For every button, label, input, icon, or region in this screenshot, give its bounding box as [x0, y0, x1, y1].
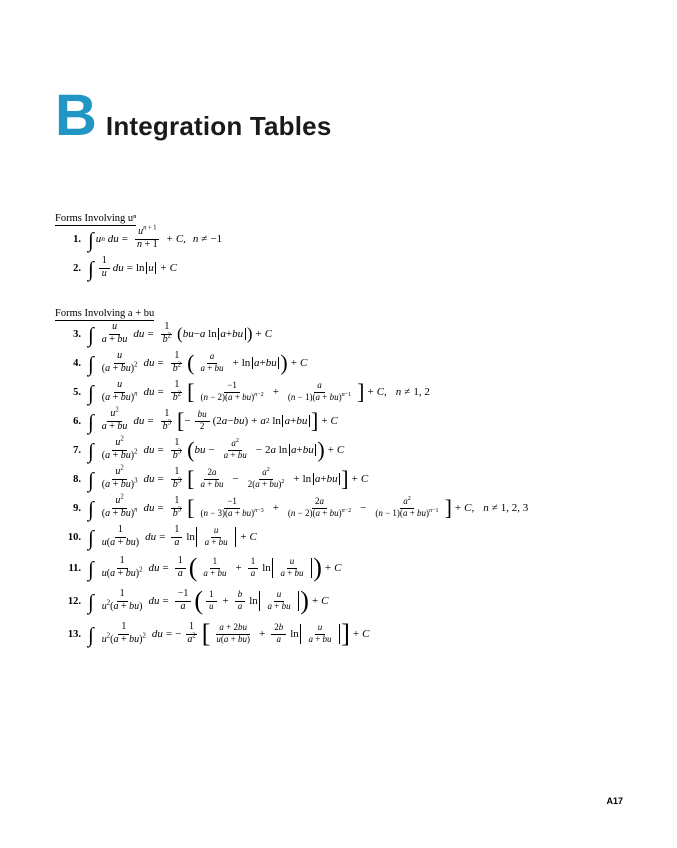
formula-number: 4. — [73, 357, 81, 369]
formula-number: 12. — [67, 595, 81, 607]
formula-row — [55, 619, 625, 649]
section-heading-forms-involving-a-bu — [55, 303, 154, 321]
formula-number: 13. — [67, 628, 81, 640]
formula-body: ∫ $\frac{1}{u(a + bu)}$ du = $\frac{1}{a}$ ln $\frac{u}{a + bu}$ + C — [88, 524, 257, 550]
formula-body: ∫ $\frac{u^2}{(a + bu)^2}$ du = $\frac{1}{b^3}$ ( bu − $\frac{a^2}{a + bu}$ − 2 a ln a + bu ) + C — [88, 435, 345, 463]
formula-body: ∫ $\frac{u}{(a + bu)^2}$ du = $\frac{1}{b^2}$ ( $\frac{a}{a + bu}$ + ln a + bu ) + C — [88, 350, 308, 376]
formula-number: 9. — [73, 502, 81, 514]
formula-body: ∫ $\frac{u^2}{(a + bu)^n}$ du = $\frac{1}{b^3}$ [ $\frac{-1}{(n - 3)(a + bu)^{n-3}}$ + $\frac{2a}{(n - 2)(a + bu)^{n-2}}$ − $\frac{a^2}{(n - 1)(a + bu)^{n-1}}$ ] + C , n ≠ 1, 2, 3 — [88, 493, 529, 521]
formula-number: 6. — [73, 415, 81, 427]
page-title: Integration Tables — [105, 111, 332, 141]
formula-body: ∫ $\frac{1}{u}$ du = ln u + C — [88, 255, 177, 281]
formula-row — [55, 379, 625, 405]
formula-number: 3. — [73, 328, 81, 340]
formula-number: 7. — [73, 444, 81, 456]
formula-number: 5. — [73, 386, 81, 398]
formula-body: ∫ $\frac{1}{u(a + bu)^2}$ du = $\frac{1}{a}$ ( $\frac{1}{a + bu}$ + $\frac{1}{a}$ ln $\frac{u}{a + bu}$ ) + C — [88, 553, 342, 582]
formula-row — [55, 524, 625, 550]
formula-list-un — [55, 226, 625, 284]
formula-number: 1. — [73, 233, 81, 245]
formula-number: 2. — [73, 262, 81, 274]
formula-row — [55, 586, 625, 616]
section-heading-label: Forms Involving uⁿ — [55, 213, 137, 224]
formula-body: ∫ $\frac{1}{u^2(a + bu)^2}$ du = − $\frac{1}{a^2}$ [ $\frac{a + 2bu}{u(a + bu)}$ + $\frac{2b}{a}$ ln $\frac{u}{a + bu}$ ] + C — [88, 619, 370, 648]
section-heading-label: Forms Involving a + bu — [55, 308, 155, 319]
section-heading-forms-involving-un — [55, 208, 136, 226]
formula-row — [55, 408, 625, 434]
formula-row — [55, 495, 625, 521]
formula-row — [55, 466, 625, 492]
formula-number: 8. — [73, 473, 81, 485]
formula-row — [55, 255, 625, 281]
formula-list-abu — [55, 321, 625, 652]
formula-row — [55, 553, 625, 583]
formula-body: ∫ $\frac{1}{u^2(a + bu)}$ du = $\frac{-1}{a}$ ( $\frac{1}{u}$ + $\frac{b}{a}$ ln $\frac{u}{a + bu}$ ) + C — [88, 586, 329, 615]
formula-body: ∫ $\frac{u^2}{a + bu}$ du = $\frac{1}{b^3}$ [ − $\frac{bu}{2}$ (2 a − bu ) + a 2 ln a + bu ] + C — [88, 406, 338, 434]
formula-row — [55, 350, 625, 376]
formula-row — [55, 321, 625, 347]
formula-number: 11. — [68, 562, 81, 574]
formula-body: ∫ $\frac{u}{(a + bu)^n}$ du = $\frac{1}{b^2}$ [ $\frac{-1}{(n - 2)(a + bu)^{n-2}}$ + $\frac{a}{(n - 1)(a + bu)^{n-1}}$ ] + C , n ≠ 1, 2 — [88, 379, 430, 405]
formula-row — [55, 437, 625, 463]
formula-row — [55, 226, 625, 252]
formula-body: ∫ $\frac{u}{a + bu}$ du = $\frac{1}{b^2}$ ( bu − a ln a + bu ) + C — [88, 321, 273, 347]
appendix-header — [55, 83, 332, 148]
appendix-letter: B — [55, 83, 96, 148]
formula-body: ∫ u n du = $\frac{u^{n + 1}}{n + 1}$ + C , n ≠ −1 — [88, 224, 223, 252]
page-number: A17 — [606, 796, 623, 806]
formula-number: 10. — [67, 531, 81, 543]
formula-body: ∫ $\frac{u^2}{(a + bu)^3}$ du = $\frac{1}{b^3}$ [ $\frac{2a}{a + bu}$ − $\frac{a^2}{2(a + bu)^2}$ + ln a + bu ] + C — [88, 464, 369, 492]
